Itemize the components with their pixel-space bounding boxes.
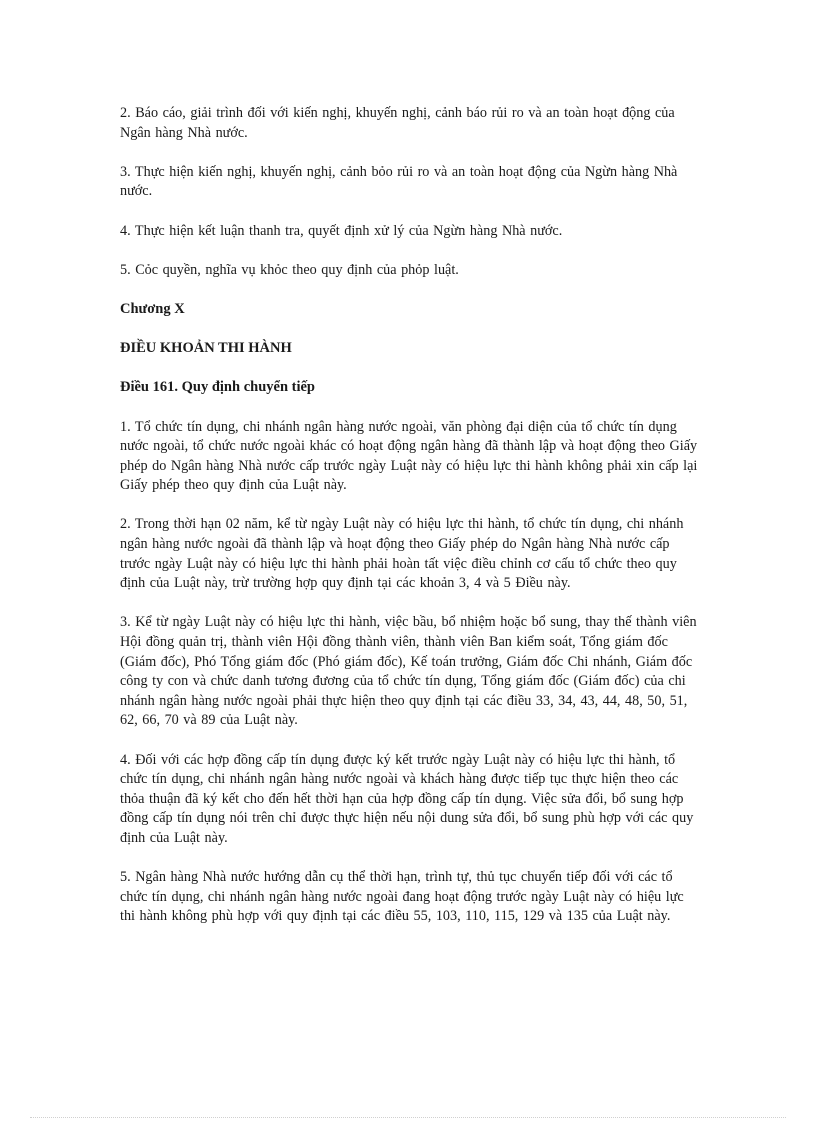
- chapter-heading: ĐIỀU KHOẢN THI HÀNH: [120, 340, 292, 357]
- paragraph-implement-recommendations: 3. Thực hiện kiến nghị, khuyến nghị, cảnh bỏo rủi ro và an toàn hoạt động của Ngừn hàng Nhà nước.: [120, 163, 678, 200]
- article-clause-2: 2. Trong thời hạn 02 năm, kể từ ngày Luật này có hiệu lực thi hành, tổ chức tín dụng, chi nhánh ngân hàng nước ngoài đã thành lập và hoạt động theo Giấy phép do Ngân hàng Nhà nước cấp trước ngày Luật này có hiệu lực thi hành phải hoàn tất việc điều chỉnh cơ cấu tổ chức theo quy định của Luật này, trừ trường hợp quy định tại các khoản 3, 4 và 5 Điều này.: [120, 516, 684, 592]
- article-clause-1: 1. Tổ chức tín dụng, chi nhánh ngân hàng nước ngoài, văn phòng đại diện của tổ chức tín dụng nước ngoài, tổ chức nước ngoài khác có hoạt động ngân hàng đã thành lập và hoạt động theo Giấy phép do Ngân hàng Nhà nước cấp trước ngày Luật này có hiệu lực thi hành không phải xin cấp lại Giấy phép theo quy định của Luật này.: [120, 418, 698, 494]
- article-title: Điều 161. Quy định chuyển tiếp: [120, 379, 315, 396]
- paragraph-report-explanation: 2. Báo cáo, giải trình đối với kiến nghị, khuyến nghị, cảnh báo rủi ro và an toàn hoạt động của Ngân hàng Nhà nước.: [120, 105, 675, 141]
- chapter-title: Chương X: [120, 300, 185, 317]
- document-body: [120, 104, 700, 947]
- page-bottom-divider: [30, 1117, 786, 1118]
- paragraph-other-rights-obligations: 5. Cỏc quyền, nghĩa vụ khỏc theo quy định của phỏp luật.: [120, 261, 459, 278]
- paragraph-implement-inspection-conclusions: 4. Thực hiện kết luận thanh tra, quyết định xử lý của Ngừn hàng Nhà nước.: [120, 222, 563, 239]
- article-clause-4: 4. Đối với các hợp đồng cấp tín dụng được ký kết trước ngày Luật này có hiệu lực thi hành, tổ chức tín dụng, chi nhánh ngân hàng nước ngoài và khách hàng được tiếp tục thực hiện theo các thỏa thuận đã ký kết cho đến hết thời hạn của hợp đồng cấp tín dụng. Việc sửa đổi, bổ sung hợp đồng cấp tín dụng nói trên chỉ được thực hiện nếu nội dung sửa đổi, bổ sung phù hợp với các quy định của Luật này.: [120, 751, 694, 846]
- article-clause-3: 3. Kể từ ngày Luật này có hiệu lực thi hành, việc bầu, bổ nhiệm hoặc bổ sung, thay thế thành viên Hội đồng quản trị, thành viên Hội đồng thành viên, thành viên Ban kiểm soát, Tổng giám đốc (Giám đốc), Phó Tổng giám đốc (Phó giám đốc), Kế toán trưởng, Giám đốc Chi nhánh, Giám đốc công ty con và chức danh tương đương của tổ chức tín dụng, Tổng giám đốc (Giám đốc) của chi nhánh ngân hàng nước ngoài phải thực hiện theo quy định tại các điều 33, 34, 43, 44, 48, 50, 51, 62, 66, 70 và 89 của Luật này.: [120, 614, 697, 729]
- article-clause-5: 5. Ngân hàng Nhà nước hướng dẫn cụ thể thời hạn, trình tự, thủ tục chuyển tiếp đối với các tổ chức tín dụng, chi nhánh ngân hàng nước ngoài đang hoạt động trước ngày Luật này có hiệu lực thi hành không phù hợp với quy định tại các điều 55, 103, 110, 115, 129 và 135 của Luật này.: [120, 869, 684, 925]
